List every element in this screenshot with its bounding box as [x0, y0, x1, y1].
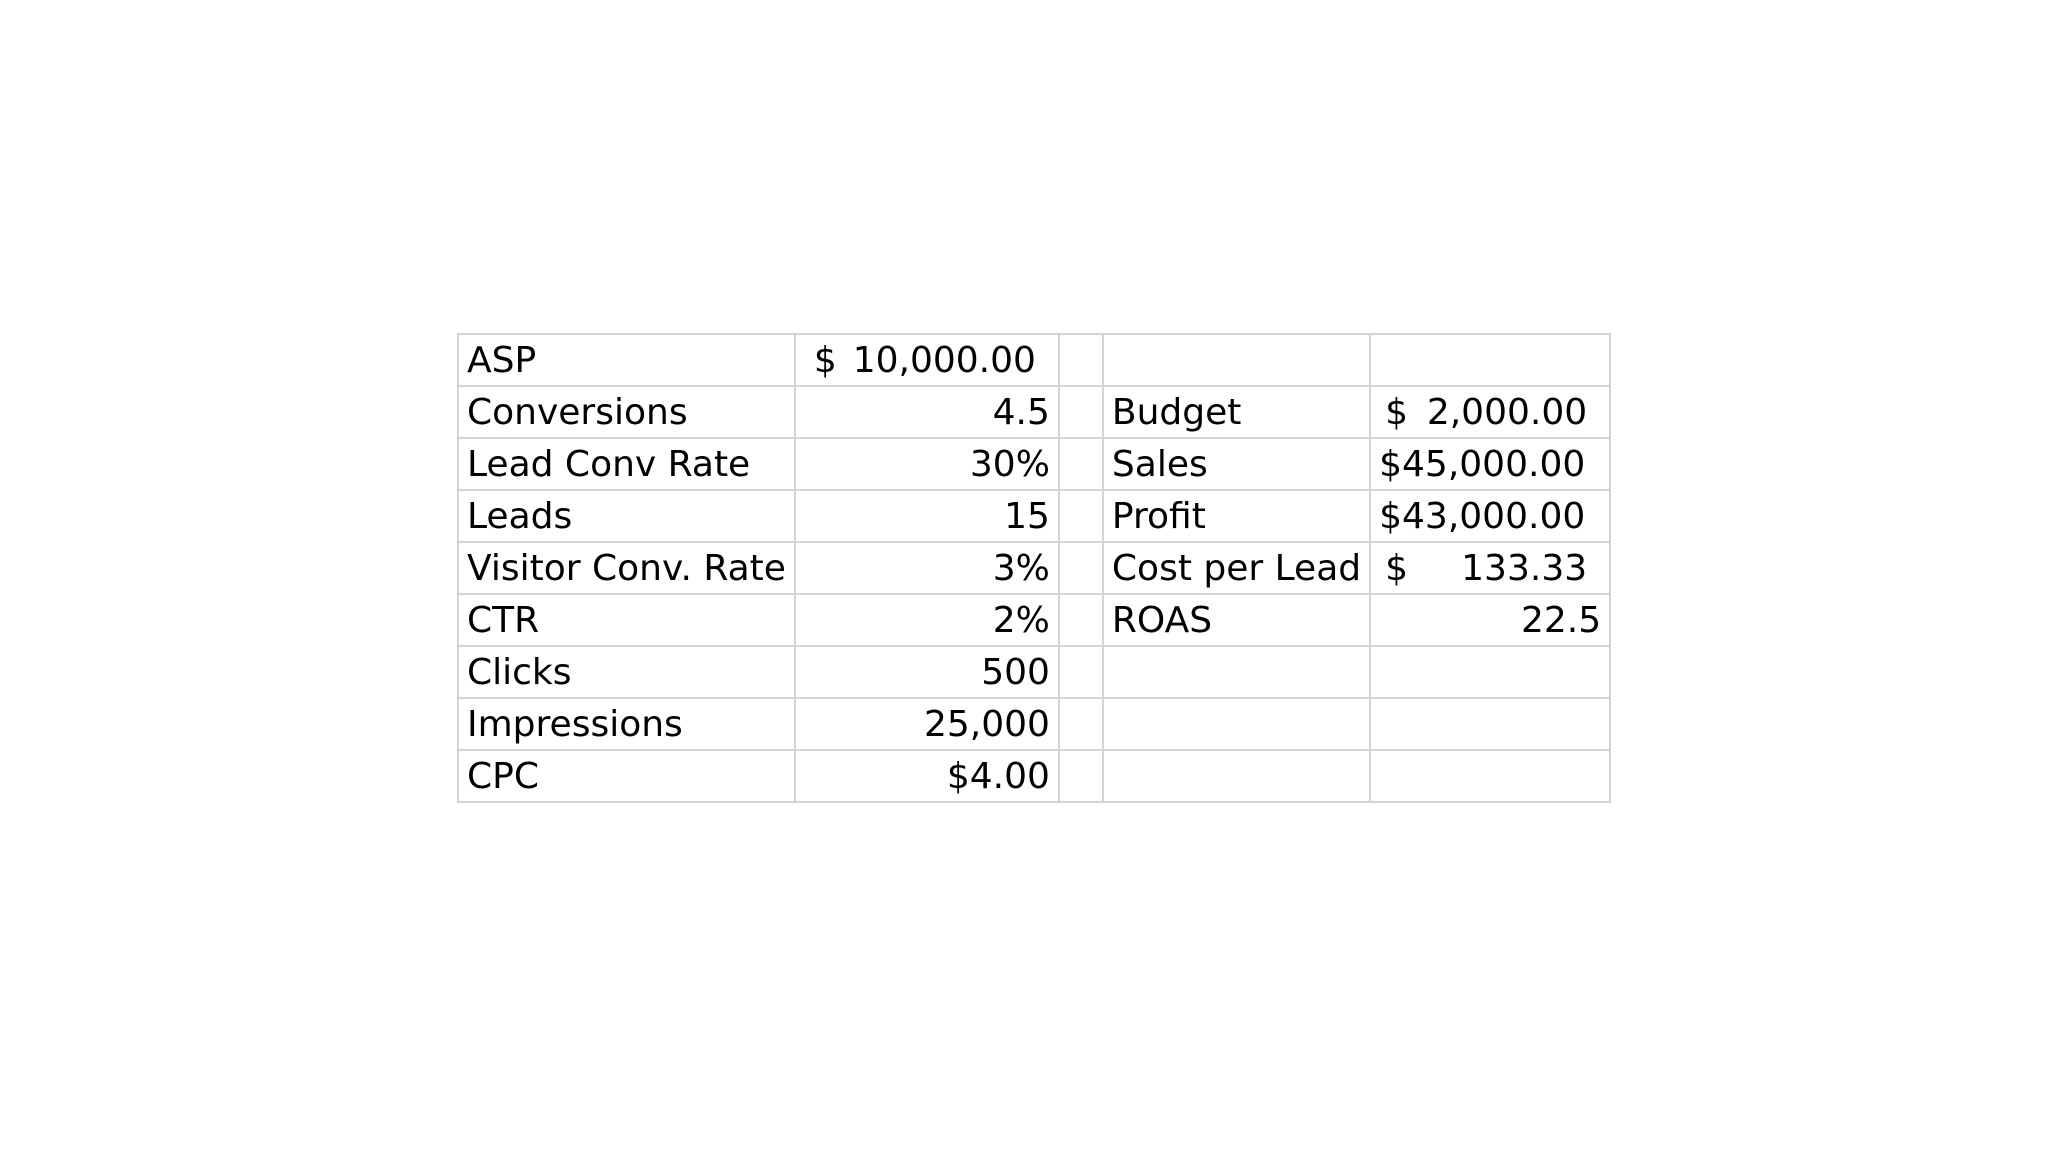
cell-value[interactable]: [795, 594, 1059, 646]
cell-value[interactable]: [1370, 594, 1610, 646]
cell-value[interactable]: [1370, 386, 1610, 438]
asp-value: 10,000.00: [852, 339, 1036, 381]
cell-label[interactable]: [1103, 594, 1370, 646]
cell-value[interactable]: [795, 750, 1059, 802]
visitor-conv-rate-value: 3%: [992, 547, 1050, 589]
cell-value[interactable]: [795, 542, 1059, 594]
cost-per-lead-label: Cost per Lead: [1111, 547, 1362, 589]
cell-value[interactable]: [1370, 542, 1610, 594]
ctr-value: 2%: [992, 599, 1050, 641]
profit-label: Profit: [1111, 495, 1206, 537]
table-row: [458, 698, 1610, 750]
table-row: [458, 594, 1610, 646]
budget-value: 2,000.00: [1426, 391, 1588, 433]
lead-conv-rate-label: Lead Conv Rate: [467, 443, 751, 485]
cpc-label: CPC: [467, 755, 539, 797]
cell-value[interactable]: [795, 386, 1059, 438]
asp-label: ASP: [467, 339, 537, 381]
cell-value[interactable]: [1370, 438, 1610, 490]
empty-cell[interactable]: [1103, 334, 1370, 386]
empty-cell[interactable]: [1059, 542, 1103, 594]
cpc-value: $4.00: [946, 755, 1050, 797]
table-row: [458, 542, 1610, 594]
empty-cell[interactable]: [1059, 438, 1103, 490]
cell-value[interactable]: [795, 438, 1059, 490]
visitor-conv-rate-label: Visitor Conv. Rate: [467, 547, 786, 589]
table-row: [458, 386, 1610, 438]
table-row: [458, 334, 1610, 386]
empty-cell[interactable]: [1059, 334, 1103, 386]
empty-cell[interactable]: [1370, 750, 1610, 802]
leads-value: 15: [1004, 495, 1050, 537]
roas-value: 22.5: [1520, 599, 1602, 641]
table-row: [458, 750, 1610, 802]
impressions-label: Impressions: [467, 703, 683, 745]
clicks-value: 500: [981, 651, 1050, 693]
cell-label[interactable]: [458, 698, 795, 750]
cell-label[interactable]: [458, 542, 795, 594]
table-row: [458, 646, 1610, 698]
clicks-label: Clicks: [467, 651, 572, 693]
cell-label[interactable]: [458, 750, 795, 802]
cell-label[interactable]: [458, 594, 795, 646]
impressions-value: 25,000: [923, 703, 1050, 745]
cell-label[interactable]: [458, 438, 795, 490]
empty-cell[interactable]: [1370, 698, 1610, 750]
empty-cell[interactable]: [1059, 698, 1103, 750]
cell-label[interactable]: [458, 334, 795, 386]
cell-value[interactable]: [795, 698, 1059, 750]
table-row: [458, 438, 1610, 490]
cost-per-lead-value: 133.33: [1461, 547, 1588, 589]
conversions-value: 4.5: [992, 391, 1050, 433]
roas-label: ROAS: [1111, 599, 1213, 641]
empty-cell[interactable]: [1103, 698, 1370, 750]
cell-value[interactable]: [795, 490, 1059, 542]
spreadsheet-table: [457, 333, 1611, 803]
cell-value[interactable]: [795, 334, 1059, 386]
table-row: [458, 490, 1610, 542]
empty-cell[interactable]: [1059, 594, 1103, 646]
empty-cell[interactable]: [1059, 490, 1103, 542]
empty-cell[interactable]: [1103, 646, 1370, 698]
sales-label: Sales: [1111, 443, 1208, 485]
cell-value[interactable]: [795, 646, 1059, 698]
ctr-label: CTR: [467, 599, 540, 641]
conversions-label: Conversions: [467, 391, 688, 433]
profit-value: $43,000.00: [1379, 495, 1586, 537]
empty-cell[interactable]: [1059, 646, 1103, 698]
cell-label[interactable]: [1103, 490, 1370, 542]
budget-currency: $: [1385, 391, 1409, 433]
leads-label: Leads: [467, 495, 573, 537]
cell-label[interactable]: [458, 646, 795, 698]
empty-cell[interactable]: [1059, 386, 1103, 438]
cell-value[interactable]: [1370, 490, 1610, 542]
asp-currency: $: [813, 339, 837, 381]
cost-per-lead-currency: $: [1385, 547, 1409, 589]
lead-conv-rate-value: 30%: [969, 443, 1050, 485]
cell-label[interactable]: [1103, 386, 1370, 438]
cell-label[interactable]: [1103, 542, 1370, 594]
budget-label: Budget: [1111, 391, 1242, 433]
empty-cell[interactable]: [1370, 334, 1610, 386]
empty-cell[interactable]: [1103, 750, 1370, 802]
sales-value: $45,000.00: [1379, 443, 1586, 485]
cell-label[interactable]: [458, 386, 795, 438]
cell-label[interactable]: [1103, 438, 1370, 490]
empty-cell[interactable]: [1059, 750, 1103, 802]
empty-cell[interactable]: [1370, 646, 1610, 698]
cell-label[interactable]: [458, 490, 795, 542]
